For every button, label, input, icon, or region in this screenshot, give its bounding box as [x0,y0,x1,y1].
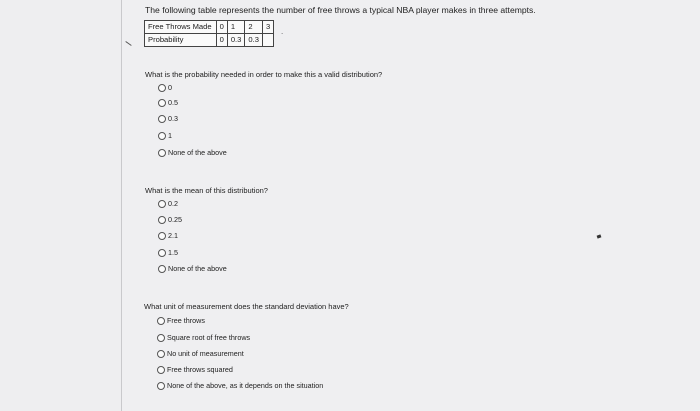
intro-text: The following table represents the number of free throws a typical NBA player makes in three attempts. [145,5,536,15]
q2-option-3[interactable]: 1.5 [158,248,178,257]
radio-icon[interactable] [158,99,166,107]
radio-icon[interactable] [157,334,165,342]
q3-option-2[interactable]: No unit of measurement [157,349,244,358]
question-2-text: What is the mean of this distribution? [145,186,268,195]
table-cell: 0 [216,21,227,34]
q1-option-3[interactable]: 1 [158,131,172,140]
table-row [145,34,274,47]
q3-option-3[interactable]: Free throws squared [157,365,233,374]
table-cell-label: Free Throws Made [145,21,217,34]
frequency-table [144,20,274,47]
q3-option-1[interactable]: Square root of free throws [157,333,250,342]
radio-icon[interactable] [158,200,166,208]
q1-option-4[interactable]: None of the above [158,148,227,157]
q2-option-1[interactable]: 0.25 [158,215,182,224]
table-cell: 2 [245,21,263,34]
radio-icon[interactable] [157,350,165,358]
table-cell-label: Probability [145,34,217,47]
radio-icon[interactable] [157,382,165,390]
radio-icon[interactable] [158,149,166,157]
radio-icon[interactable] [158,232,166,240]
radio-icon[interactable] [158,132,166,140]
q2-option-0[interactable]: 0.2 [158,199,178,208]
q3-option-0[interactable]: Free throws [157,316,205,325]
q1-option-2[interactable]: 0.3 [158,114,178,123]
stray-mark: . [281,27,284,36]
q2-option-2[interactable]: 2.1 [158,231,178,240]
q1-option-1[interactable]: 0.5 [158,98,178,107]
radio-icon[interactable] [158,84,166,92]
table-cell: 1 [227,21,245,34]
q1-option-0[interactable]: 0 [158,83,172,92]
question-3-text: What unit of measurement does the standard deviation have? [144,302,349,311]
radio-icon[interactable] [158,115,166,123]
radio-icon[interactable] [158,249,166,257]
question-1-text: What is the probability needed in order to make this a valid distribution? [145,70,383,79]
table-cell [262,34,273,47]
radio-icon[interactable] [158,265,166,273]
table-cell: 0 [216,34,227,47]
radio-icon[interactable] [157,366,165,374]
table-cell: 3 [262,21,273,34]
table-cell: 0.3 [245,34,263,47]
q3-option-4[interactable]: None of the above, as it depends on the situation [157,381,323,390]
page-left-border [121,0,122,411]
table-cell: 0.3 [227,34,245,47]
table-row [145,21,274,34]
radio-icon[interactable] [157,317,165,325]
radio-icon[interactable] [158,216,166,224]
q2-option-4[interactable]: None of the above [158,264,227,273]
